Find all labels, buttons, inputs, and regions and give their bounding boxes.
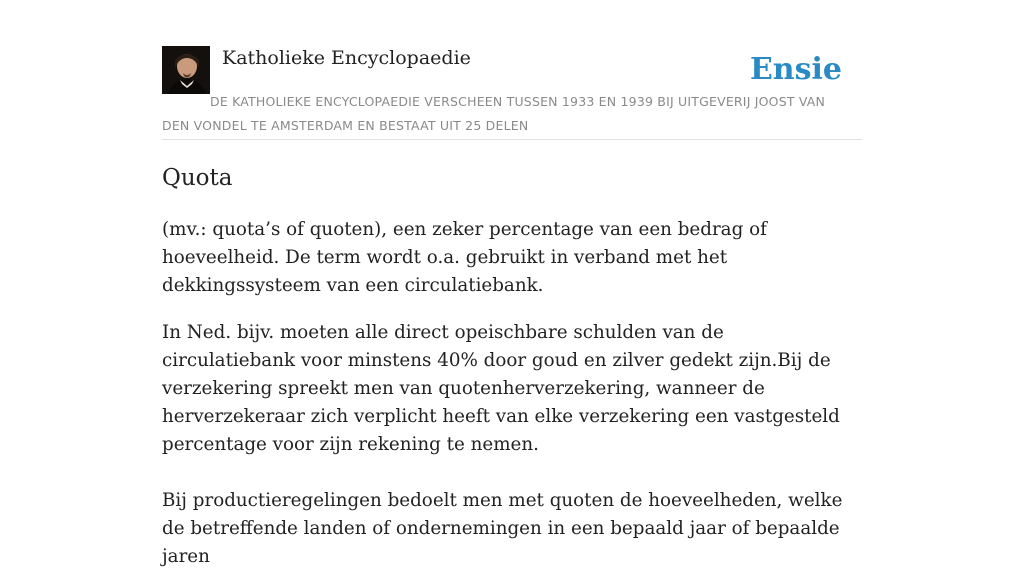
article-paragraph: (mv.: quota’s of quoten), een zeker percentage van een bedrag of hoeveelheid. De term wordt o.a. gebruikt in verband met het dekkingssysteem van een circulatiebank.	[162, 219, 767, 296]
site-name[interactable]: Katholieke Encyclopaedie	[222, 47, 471, 69]
article-paragraph: In Ned. bijv. moeten alle direct opeischbare schulden van de circulatiebank voor minstens 40% door goud en zilver gedekt zijn.Bij de verzekering spreekt men van quotenherverzekering, wanneer de herverzekeraar zich verplicht heeft van elke verzekering een vastgesteld percentage voor zijn rekening te nemen.	[162, 322, 840, 455]
site-header	[162, 46, 862, 140]
article-title: Quota	[162, 165, 233, 191]
article-paragraph: Bij productieregelingen bedoelt men met quoten de hoeveelheden, welke de betreffende landen of ondernemingen in een bepaald jaar of bepaalde jaren	[162, 490, 843, 567]
portrait-avatar-icon[interactable]	[162, 46, 210, 94]
article	[162, 160, 862, 571]
brand-logo[interactable]: Ensie	[749, 52, 842, 87]
site-tagline: DE KATHOLIEKE ENCYCLOPAEDIE VERSCHEEN TUSSEN 1933 EN 1939 BIJ UITGEVERIJ JOOST VAN DEN VONDEL TE AMSTERDAM EN BESTAAT UIT 25 DELEN	[162, 94, 826, 133]
